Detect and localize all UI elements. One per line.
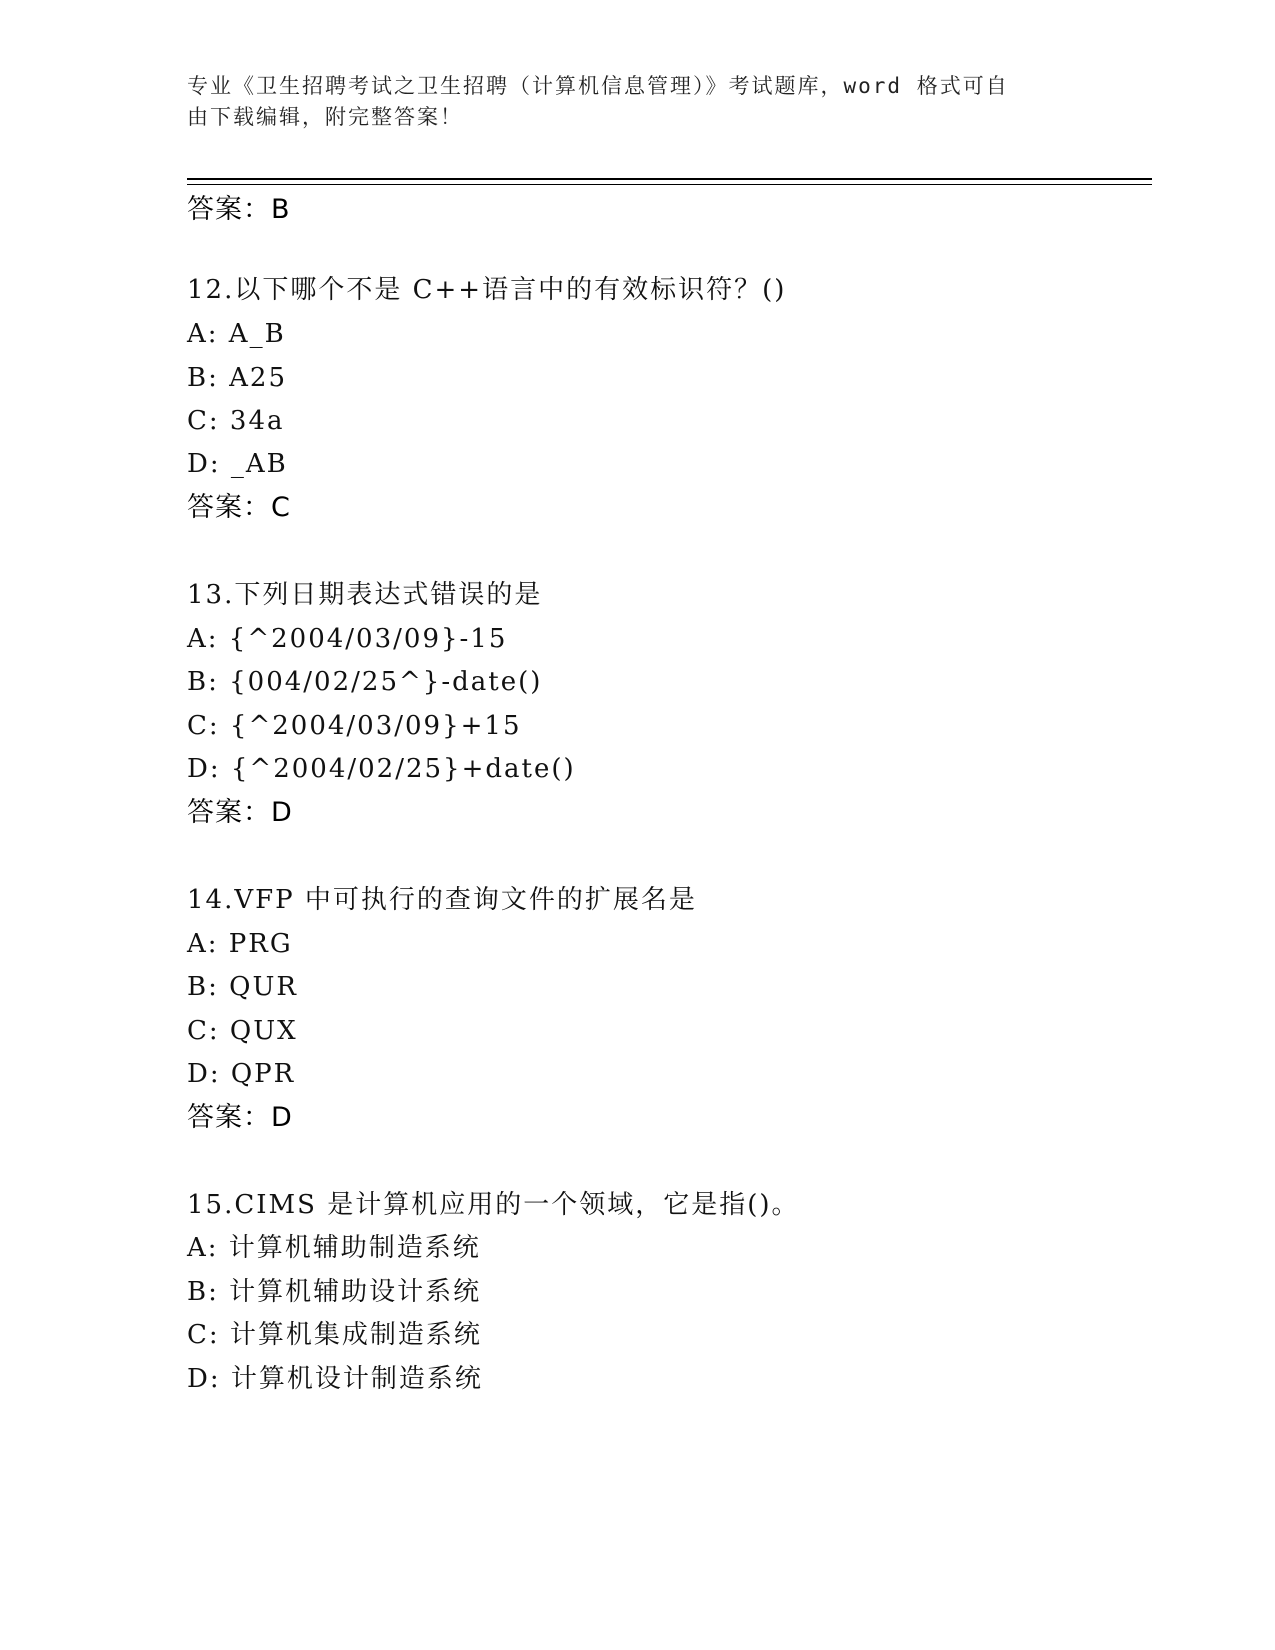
- header-divider-thick: [187, 178, 1152, 180]
- question-14-answer: 答案：D: [187, 1102, 293, 1133]
- question-15-option-d: D: 计算机设计制造系统: [187, 1364, 483, 1394]
- question-14-option-d: D: QPR: [187, 1059, 296, 1089]
- previous-answer: 答案：B: [187, 194, 291, 225]
- question-12-option-b: B: A25: [187, 363, 287, 393]
- question-12-option-a: A: A_B: [187, 319, 286, 349]
- question-13-answer: 答案：D: [187, 797, 293, 828]
- header-line-1: 专业《卫生招聘考试之卫生招聘（计算机信息管理）》考试题库，word 格式可自: [187, 74, 1009, 98]
- question-14-option-a: A: PRG: [187, 929, 293, 959]
- question-12-title: 12.以下哪个不是 C++语言中的有效标识符？(): [187, 275, 787, 305]
- header-divider-thin: [187, 184, 1152, 185]
- question-12-option-d: D: _AB: [187, 449, 288, 479]
- question-15-option-b: B: 计算机辅助设计系统: [187, 1277, 482, 1307]
- question-12-answer: 答案：C: [187, 492, 291, 523]
- question-14-option-c: C: QUX: [187, 1016, 298, 1046]
- question-13-option-b: B: {004/02/25^}-date(): [187, 667, 543, 697]
- question-15-title: 15.CIMS 是计算机应用的一个领域，它是指()。: [187, 1190, 800, 1220]
- question-12-option-c: C: 34a: [187, 406, 285, 436]
- question-15-option-a: A: 计算机辅助制造系统: [187, 1233, 481, 1263]
- header-line-2: 由下载编辑，附完整答案！: [187, 105, 463, 129]
- question-15-option-c: C: 计算机集成制造系统: [187, 1320, 482, 1350]
- question-14-option-b: B: QUR: [187, 972, 298, 1002]
- question-14-title: 14.VFP 中可执行的查询文件的扩展名是: [187, 885, 697, 915]
- question-13-option-a: A: {^2004/03/09}-15: [187, 624, 508, 654]
- document-header: [187, 71, 1087, 133]
- question-13-option-d: D: {^2004/02/25}+date(): [187, 754, 576, 784]
- question-13-option-c: C: {^2004/03/09}+15: [187, 711, 522, 741]
- question-13-title: 13.下列日期表达式错误的是: [187, 580, 543, 610]
